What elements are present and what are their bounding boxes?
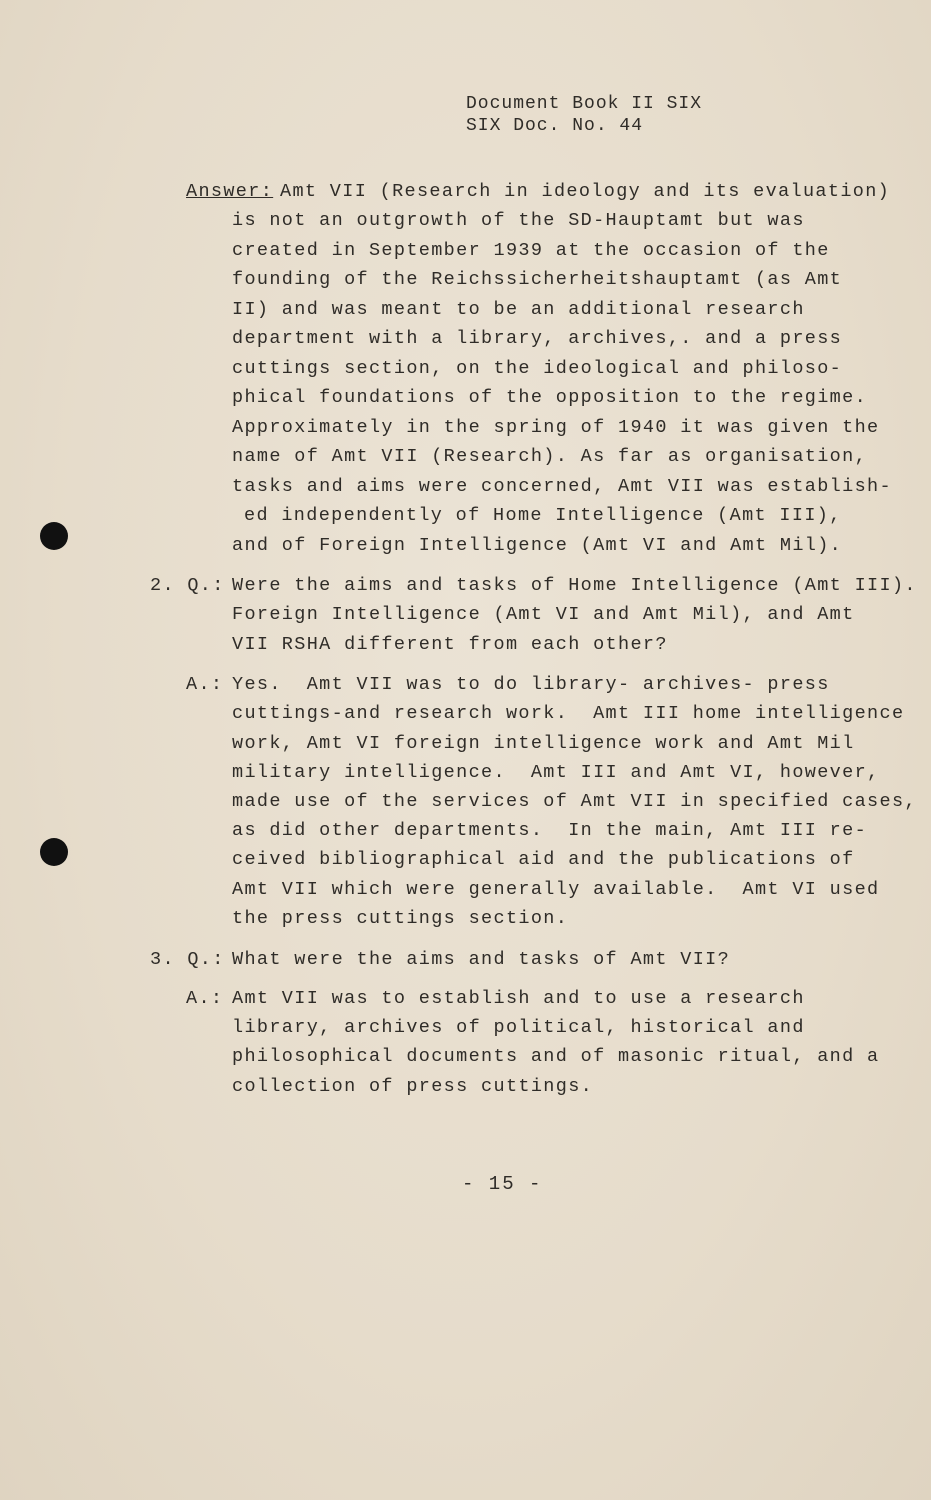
answer1-line: founding of the Reichssicherheitshauptamt (as Amt xyxy=(232,269,843,290)
answer2-line: work, Amt VI foreign intelligence work and Amt Mil xyxy=(232,733,855,754)
punch-hole xyxy=(40,522,68,550)
answer3-line: collection of press cuttings. xyxy=(232,1076,594,1097)
answer3-line: library, archives of political, historical and xyxy=(232,1017,805,1038)
answer2-line: made use of the services of Amt VII in specified cases, xyxy=(232,791,917,812)
answer-label: A.: xyxy=(186,674,224,695)
answer2-line: Yes. Amt VII was to do library- archives- press xyxy=(232,674,830,695)
answer2-line: Amt VII which were generally available. Amt VI used xyxy=(232,879,880,900)
answer1-line: cuttings section, on the ideological and philoso- xyxy=(232,358,843,379)
answer1-line: and of Foreign Intelligence (Amt VI and Amt Mil). xyxy=(232,535,843,556)
answer1-line: II) and was meant to be an additional research xyxy=(232,299,805,320)
question-label: 2. Q.: xyxy=(150,575,225,596)
answer1-line: Amt VII (Research in ideology and its evaluation) xyxy=(280,181,891,202)
answer1-line: tasks and aims were concerned, Amt VII was establish- xyxy=(232,476,892,497)
answer-label: Answer: xyxy=(186,181,274,202)
answer3-line: philosophical documents and of masonic ritual, and a xyxy=(232,1046,880,1067)
answer1-line: created in September 1939 at the occasion of the xyxy=(232,240,830,261)
answer-label: A.: xyxy=(186,988,224,1009)
punch-hole xyxy=(40,838,68,866)
answer1-line: name of Amt VII (Research). As far as organisation, xyxy=(232,446,868,467)
answer2-line: the press cuttings section. xyxy=(232,908,569,929)
question2-line: Were the aims and tasks of Home Intelligence (Amt III). xyxy=(232,575,917,596)
answer2-line: ceived bibliographical aid and the publications of xyxy=(232,849,855,870)
question2-line: VII RSHA different from each other? xyxy=(232,634,668,655)
answer1-line: is not an outgrowth of the SD-Hauptamt but was xyxy=(232,210,805,231)
question2-line: Foreign Intelligence (Amt VI and Amt Mil), and Amt xyxy=(232,604,855,625)
answer2-line: as did other departments. In the main, Amt III re- xyxy=(232,820,868,841)
header-doc-number: SIX Doc. No. 44 xyxy=(466,116,644,136)
header-doc-book: Document Book II SIX xyxy=(466,94,703,114)
answer1-line: Approximately in the spring of 1940 it was given the xyxy=(232,417,880,438)
question3-line: What were the aims and tasks of Amt VII? xyxy=(232,949,731,970)
answer3-line: Amt VII was to establish and to use a research xyxy=(232,988,805,1009)
page-number: - 15 - xyxy=(462,1173,543,1195)
answer2-line: cuttings-and research work. Amt III home intelligence xyxy=(232,703,905,724)
answer1-line: phical foundations of the opposition to the regime. xyxy=(232,387,868,408)
answer1-line: ed independently of Home Intelligence (Amt III), xyxy=(244,505,842,526)
answer1-line: department with a library, archives,. and a press xyxy=(232,328,843,349)
answer2-line: military intelligence. Amt III and Amt VI, however, xyxy=(232,762,880,783)
question-label: 3. Q.: xyxy=(150,949,225,970)
